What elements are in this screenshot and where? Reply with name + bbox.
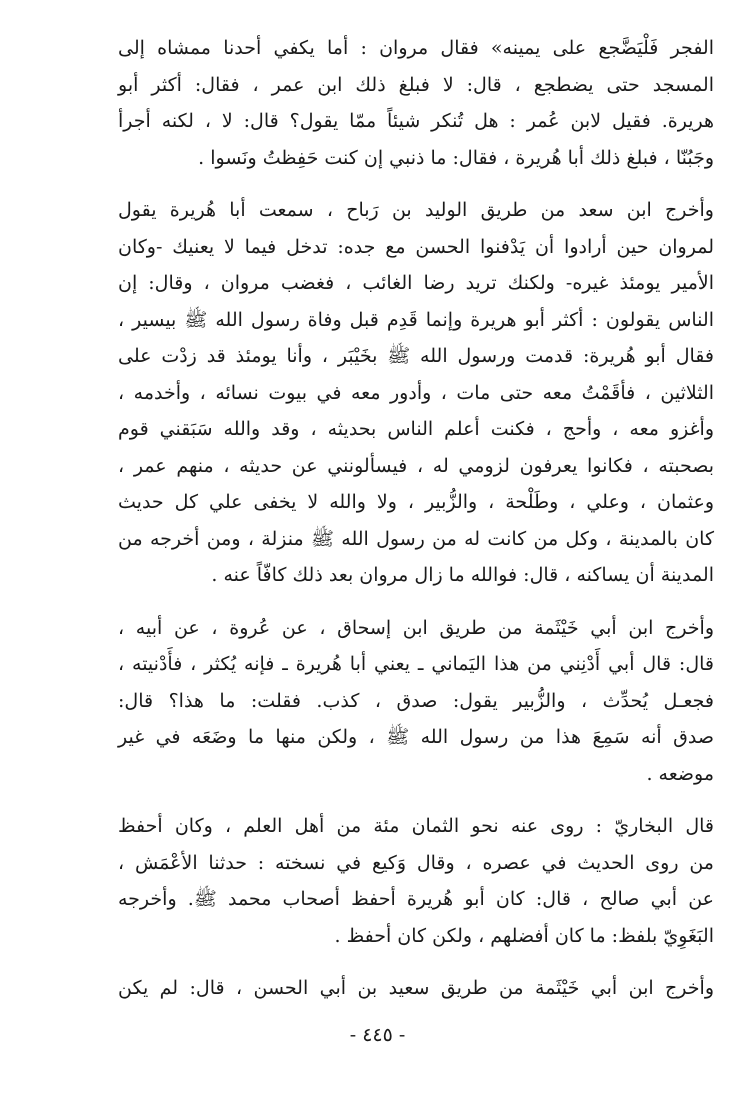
text-line: وأغزو معه ، وأحج ، فكنت أعلم الناس بحديثه ، وقد والله سَبَقني قوم xyxy=(118,418,714,440)
text-line: قال: قال أبي أَدْنِني من هذا اليَماني ـ يعني أبا هُريرة ـ فإنه يُكثر ، فأَدْنيته ، xyxy=(118,653,714,675)
text-line: وجَبُنّا ، فبلغ ذلك أبا هُريرة ، فقال: ما ذنبي إن كنت حَفِظتُ ونَسوا . xyxy=(198,146,714,169)
text-line: وأخرج ابن أبي خَيْثَمة من طريق سعيد بن أبي الحسن ، قال: لم يكن xyxy=(118,977,714,999)
text-line: موضعه . xyxy=(646,762,714,785)
text-line: المدينة أن يساكنه ، قال: فوالله ما زال مروان بعد ذلك كافّاً عنه . xyxy=(211,564,714,586)
paragraph-1 xyxy=(118,30,714,176)
text-line: البَغَوِيّ بلفظ: ما كان أفضلهم ، ولكن كان أحفظ . xyxy=(334,924,714,947)
paragraph-4 xyxy=(118,808,714,954)
text-line: الناس يقولون : أكثر أبو هريرة وإنما قَدِم قبل وفاة رسول الله ﷺ بيسير ، xyxy=(118,308,714,331)
paragraph-2 xyxy=(118,192,714,594)
text-line: وأخرج ابن سعد من طريق الوليد بن رَباح ، سمعت أبا هُريرة يقول xyxy=(118,199,714,221)
text-line: كان بالمدينة ، وكل من كانت له من رسول الله ﷺ منزلة ، ومن أخرجه من xyxy=(118,527,714,550)
text-line: صدق أنه سَمِعَ هذا من رسول الله ﷺ ، ولكن منها ما وضَعَه في غير xyxy=(118,726,714,748)
page-number: - ٤٤٥ - xyxy=(349,1024,406,1046)
text-line: الفجر فَلْيَضَّجع على يمينه» فقال مروان : أما يكفي أحدنا ممشاه إلى xyxy=(118,37,714,59)
text-line: الأمير يومئذ غيره- ولكنك تريد رضا الغائب ، فغضب مروان ، وقال: إن xyxy=(118,272,714,294)
text-line: بصحبته ، فكانوا يعرفون لزومي له ، فيسألونني عن حديثه ، منهم عمر ، xyxy=(118,454,714,477)
text-line: لمروان حين أرادوا أن يَدْفنوا الحسن مع جده: تدخل فيما لا يعنيك -وكان xyxy=(118,235,714,258)
text-line: عن أبي صالح ، قال: كان أبو هُريرة أحفظ أصحاب محمد ﷺ. وأخرجه xyxy=(118,888,714,910)
text-line: من روى الحديث في عصره ، وقال وَكيع في نسخته : حدثنا الأعْمَش ، xyxy=(118,851,714,874)
text-line: وعثمان ، وعلي ، وطَلْحة ، والزُّبير ، ولا والله لا يخفى علي كل حديث xyxy=(118,491,714,513)
text-line: فقال أبو هُريرة: قدمت ورسول الله ﷺ بخَيْبَر ، وأنا يومئذ قد زدْت على xyxy=(118,345,714,367)
paragraph-3 xyxy=(118,610,714,793)
text-line: قال البخاريّ : روى عنه نحو الثمان مئة من أهل العلم ، وكان أحفظ xyxy=(118,815,714,837)
text-line: المسجد حتى يضطجع ، قال: لا فبلغ ذلك ابن عمر ، فقال: أكثر أبو xyxy=(118,73,714,96)
body-text xyxy=(118,30,714,1007)
text-line: وأخرج ابن أبي خَيْثَمة من طريق ابن إسحاق ، عن عُروة ، عن أبيه ، xyxy=(118,616,714,639)
paragraph-5 xyxy=(118,970,714,1007)
text-line: فجعـل يُحدِّث ، والزُّبير يقول: صدق ، كذب. فقلت: ما هذا؟ قال: xyxy=(118,689,714,712)
text-line: الثلاثين ، فأقَمْتُ معه حتى مات ، وأدور معه في بيوت نسائه ، وأخدمه ، xyxy=(118,381,714,404)
text-line: هريرة. فقيل لابن عُمر : هل تُنكر شيئاً ممّا يقول؟ قال: لا ، لكنه أجرأ xyxy=(118,110,714,132)
